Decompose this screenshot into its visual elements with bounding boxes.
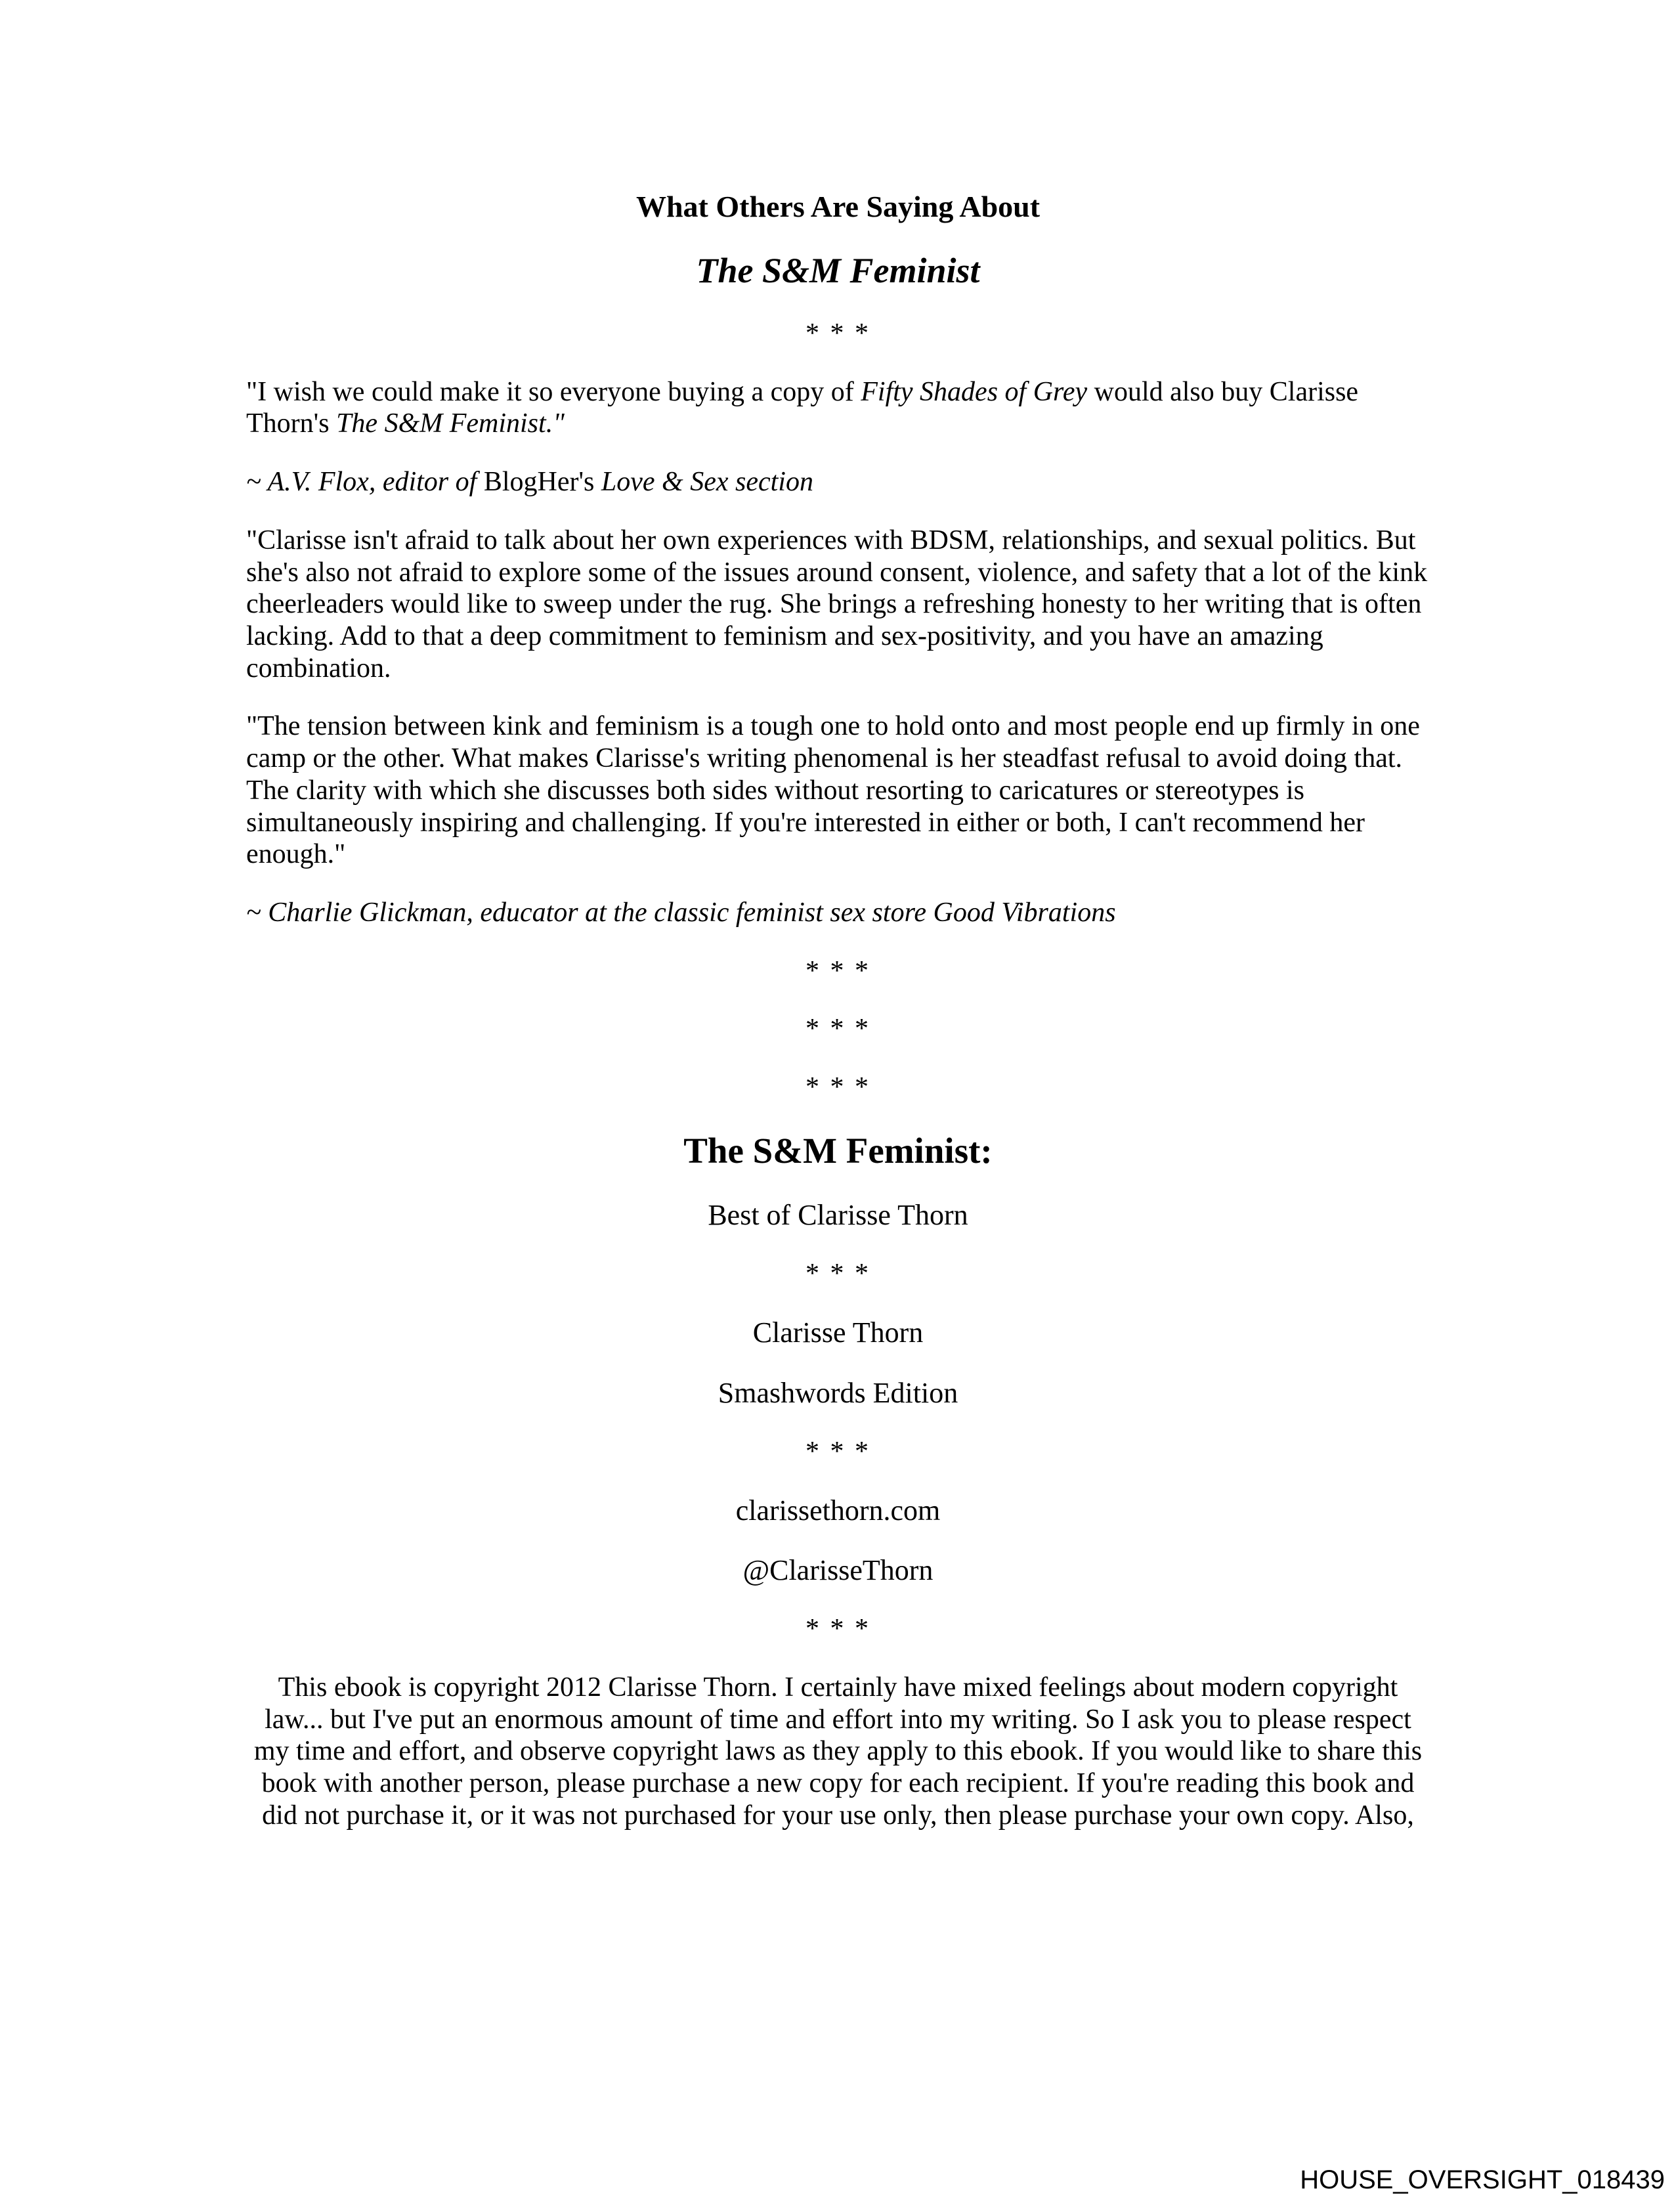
star-separator: * * * bbox=[805, 1436, 870, 1467]
praise-section-header: What Others Are Saying About bbox=[635, 190, 1041, 223]
quote1-text-2: would also buy Clarisse Thorn's bbox=[246, 376, 1359, 439]
praise-book-title: The S&M Feminist bbox=[696, 251, 980, 291]
star-separator: * * * bbox=[805, 955, 870, 986]
quote-paragraph-glickman-1: "Clarisse isn't afraid to talk about her own experiences with BDSM, relationships, and sexual politics. But she's also not afraid to explore some of the issues around consent, violence, and safety that a lot of the kink cheerleaders would like to sweep under the rug. She brings a refreshing honesty to her writing that is often lacking. Add to that a deep commitment to feminism and sex-positivity, and you have an amazing combination. bbox=[246, 525, 1428, 683]
copyright-paragraph: This ebook is copyright 2012 Clarisse Thorn. I certainly have mixed feelings about modern copyright law... but I've put an enormous amount of time and effort into my writing. So I ask you to please respect my time and effort, and observe copyright laws as they apply to this ebook. If you would like to share this book with another person, please purchase a new copy for each recipient. If you're reading this book and did not purchase it, or it was not purchased for your use only, then please purchase your own copy. Also, bbox=[253, 1672, 1423, 1831]
star-separator: * * * bbox=[805, 1258, 870, 1289]
quote1-title-sm-feminist: The S&M Feminist." bbox=[336, 408, 565, 439]
oversight-stamp: HOUSE_OVERSIGHT_018439 bbox=[1300, 2165, 1665, 2194]
book-subtitle: Best of Clarisse Thorn bbox=[708, 1198, 968, 1231]
book-main-title: The S&M Feminist: bbox=[683, 1130, 993, 1171]
quote-paragraph-flox bbox=[246, 376, 1430, 440]
attribution1-section: Love & Sex section bbox=[601, 467, 813, 498]
website-line: clarissethorn.com bbox=[735, 1494, 941, 1527]
attribution1-blogher: BlogHer's bbox=[483, 467, 601, 498]
star-separator: * * * bbox=[805, 1072, 870, 1103]
star-separator: * * * bbox=[805, 1614, 870, 1645]
quote1-text-1: "I wish we could make it so everyone buying a copy of bbox=[246, 376, 861, 407]
attribution-glickman: ~ Charlie Glickman, educator at the classic feminist sex store Good Vibrations bbox=[246, 898, 1116, 928]
twitter-handle: @ClarisseThorn bbox=[742, 1554, 934, 1587]
quote1-title-fifty-shades: Fifty Shades of Grey bbox=[861, 376, 1088, 407]
edition-line: Smashwords Edition bbox=[718, 1376, 958, 1409]
star-separator: * * * bbox=[805, 1014, 870, 1045]
quote-paragraph-glickman-2: "The tension between kink and feminism is a tough one to hold onto and most people end up firmly in one camp or the other. What makes Clarisse's writing phenomenal is her steadfast refusal to avoid doing that. The clarity with which she discusses both sides without resorting to caricatures or stereotypes is simultaneously inspiring and challenging. If you're interested in either or both, I can't recommend her enough." bbox=[246, 711, 1420, 870]
star-separator: * * * bbox=[805, 318, 870, 349]
author-name: Clarisse Thorn bbox=[752, 1316, 924, 1349]
attribution1-name: ~ A.V. Flox, editor of bbox=[246, 467, 484, 498]
attribution-flox bbox=[246, 466, 1430, 498]
